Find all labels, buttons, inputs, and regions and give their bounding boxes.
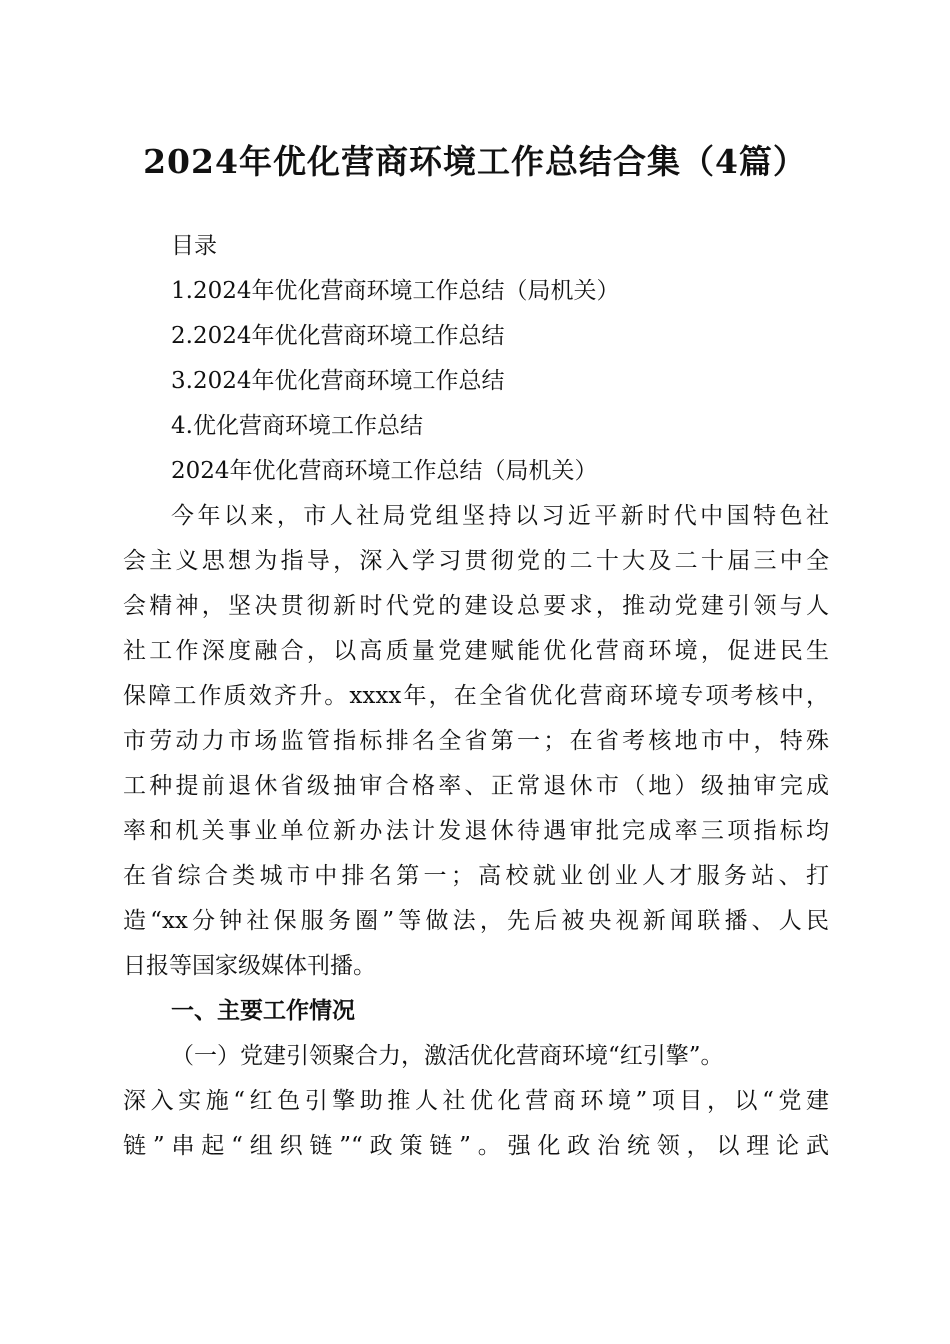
toc-item: 4.优化营商环境工作总结 — [171, 413, 423, 439]
document-title: 2024年优化营商环境工作总结合集（4篇） — [143, 142, 807, 181]
paragraph-line: 工种提前退休省级抽审合格率、正常退休市（地）级抽审完成 — [123, 773, 829, 799]
toc-item: 2.2024年优化营商环境工作总结 — [171, 323, 505, 349]
section-heading: 一、主要工作情况 — [171, 998, 355, 1024]
subsection-heading: （一）党建引领聚合力，激活优化营商环境“红引擎”。 — [171, 1043, 724, 1069]
paragraph-line: 今年以来，市人社局党组坚持以习近平新时代中国特色社 — [171, 503, 829, 529]
paragraph-line: 率和机关事业单位新办法计发退休待遇审批完成率三项指标均 — [123, 818, 829, 844]
paragraph-line: 深入实施“红色引擎助推人社优化营商环境”项目，以“党建 — [123, 1088, 829, 1114]
paragraph-line: 在省综合类城市中排名第一；高校就业创业人才服务站、打 — [123, 863, 829, 889]
paragraph-line: 链”串起“组织链”“政策链”。强化政治统领，以理论武 — [123, 1133, 829, 1159]
toc-item: 1.2024年优化营商环境工作总结（局机关） — [171, 278, 620, 304]
paragraph-line: 会精神，坚决贯彻新时代党的建设总要求，推动党建引领与人 — [123, 593, 829, 619]
article-title: 2024年优化营商环境工作总结（局机关） — [171, 458, 598, 484]
paragraph-line: 造“xx分钟社保服务圈”等做法，先后被央视新闻联播、人民 — [123, 908, 829, 934]
paragraph-line: 日报等国家级媒体刊播。 — [123, 953, 376, 979]
paragraph-line: 保障工作质效齐升。xxxx年，在全省优化营商环境专项考核中， — [123, 683, 829, 709]
paragraph-line: 社工作深度融合，以高质量党建赋能优化营商环境，促进民生 — [123, 638, 829, 664]
document-body — [123, 224, 829, 1169]
paragraph-line: 会主义思想为指导，深入学习贯彻党的二十大及二十届三中全 — [123, 548, 829, 574]
paragraph-line: 市劳动力市场监管指标排名全省第一；在省考核地市中，特殊 — [123, 728, 829, 754]
toc-item: 3.2024年优化营商环境工作总结 — [171, 368, 505, 394]
toc-label: 目录 — [171, 233, 217, 259]
